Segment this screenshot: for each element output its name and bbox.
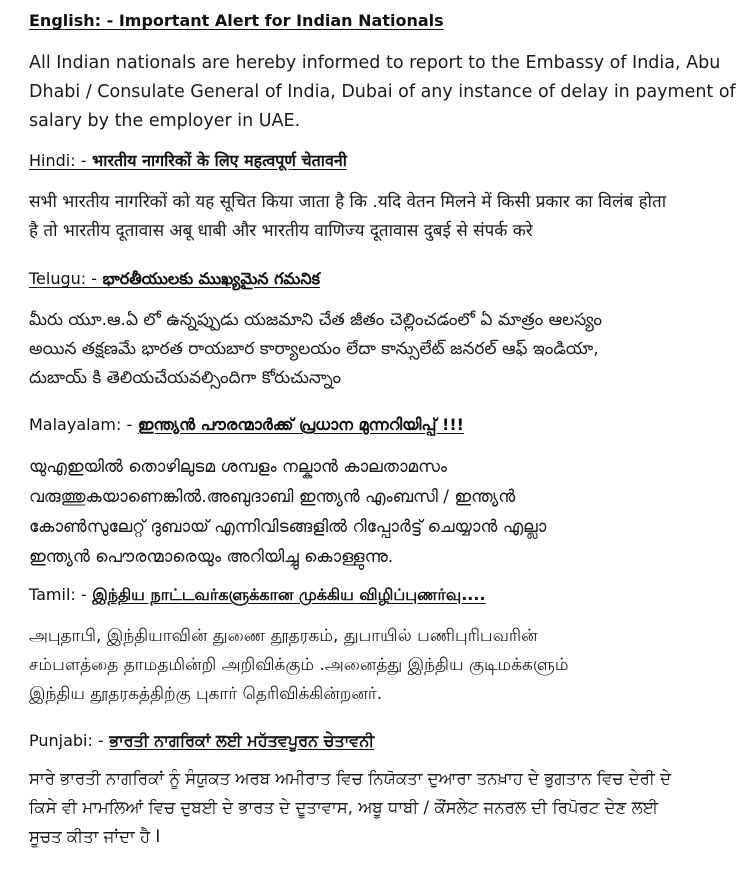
telugu-body [29,306,729,393]
malayalam-section [29,414,729,572]
punjabi-line: ਕਿਸੇ ਵੀ ਮਾਮਲਿਆਂ ਵਿਚ ਦੁਬਈ ਦੇ ਭਾਰਤ ਦੇ ਦੂਤਾਵਾਸ, ਅਬੂ ਧਾਬੀ / ਕੌਂਸਲੇਟ ਜਨਰਲ ਦੀ ਰਿਪੋਰਟ ਦੇਣ ਲਈ [29,798,659,817]
hindi-title: भारतीय नागरिकों के लिए महत्वपूर्ण चेतावनी [92,151,347,170]
english-body [29,49,736,136]
telugu-line: దుబాయ్ కి తెలియచేయవల్సిందిగా కోరుచున్నాం [29,368,342,388]
telugu-section [29,268,729,393]
malayalam-line: ഇന്ത്യൻ പൌരന്മാരെയും അറിയിച്ചു കൊള്ളുന്നു. [29,547,394,567]
tamil-body [29,622,729,709]
malayalam-line: വരുത്തുകയാണെങ്കിൽ.അബുദാബി ഇന്ത്യൻ എംബസി / ഇന്ത്യൻ [29,487,516,507]
malayalam-body [29,452,729,572]
punjabi-line: ਸੂਚਤ ਕੀਤਾ ਜਾਂਦਾ ਹੈ I [29,827,161,846]
malayalam-language-label: Malayalam: - [29,415,133,434]
punjabi-title: ਭਾਰਤੀ ਨਾਗਰਿਕਾਂ ਲਈ ਮਹੱਤਵਪੂਰਨ ਚੇਤਾਵਨੀ [109,731,375,750]
hindi-heading [29,150,729,172]
hindi-line: सभी भारतीय नागरिकों को यह सूचित किया जाता है कि .यदि वेतन मिलने में किसी प्रकार का विलंब होता [29,192,667,212]
malayalam-title-suffix: !!! [436,415,464,434]
tamil-section [29,584,729,709]
english-heading: English: - Important Alert for Indian Nationals [29,11,444,30]
tamil-line: இந்திய தூதரகத்திற்கு புகார் தெரிவிக்கின்றனர். [29,684,383,704]
hindi-section [29,150,729,246]
tamil-line: சம்பளத்தை தாமதமின்றி அறிவிக்கும் .அனைத்து இந்திய குடிமக்களும் [29,655,569,675]
tamil-language-label: Tamil: - [29,585,87,604]
english-section [29,10,736,136]
punjabi-line: ਸਾਰੇ ਭਾਰਤੀ ਨਾਗਰਿਕਾਂ ਨੂੰ ਸੰਯੁਕਤ ਅਰਬ ਅਮੀਰਾਤ ਵਿਚ ਨਿਯੋਕਤਾ ਦੁਆਰਾ ਤਨਖ਼ਾਹ ਦੇ ਭੁਗਤਾਨ ਵਿਚ ਦੇਰੀ ਦੇ [29,769,672,788]
punjabi-heading [29,730,729,752]
telugu-line: అయిన తక్షణమే భారత రాయబార కార్యాలయం లేదా కాన్సులేట్ జనరల్ ఆఫ్ ఇండియా, [29,339,599,359]
punjabi-language-label: Punjabi: - [29,731,104,750]
hindi-line: है तो भारतीय दूतावास अबू धाबी और भारतीय वाणिज्य दूतावास दुबई से संपर्क करे [29,221,533,241]
malayalam-heading [29,414,729,436]
tamil-line: அபுதாபி, இந்தியாவின் துணை தூதரகம், துபாயில் பணிபுரிபவரின் [29,626,538,646]
punjabi-body [29,764,729,851]
punjabi-section [29,730,729,851]
tamil-heading [29,584,729,606]
malayalam-line: കോൺസുലേറ്റ് ദുബായ് എന്നിവിടങ്ങളിൽ റിപ്പോർട്ട് ചെയ്യാൻ എല്ലാ [29,517,547,537]
telugu-line: మీరు యూ.ఆ.ఏ లో ఉన్నప్పుడు యజమాని చేత జీతం చెల్లించడంలో ఏ మాత్రం ఆలస్యం [29,310,603,330]
hindi-language-label: Hindi: - [29,151,87,170]
telugu-title: భారతీయులకు ముఖ్యమైన గమనిక [102,269,320,288]
english-line: Dhabi / Consulate General of India, Dubai of any instance of delay in payment of [29,82,736,102]
english-line: salary by the employer in UAE. [29,111,301,131]
malayalam-line: യുഎഇയിൽ തൊഴിലുടമ ശമ്പളം നല്കാൻ കാലതാമസം [29,457,448,477]
english-line: All Indian nationals are hereby informed to report to the Embassy of India, Abu [29,53,721,73]
tamil-title: இந்திய நாட்டவர்களுக்கான முக்கிய விழிப்புணர்வு.... [92,585,486,604]
telugu-language-label: Telugu: - [29,269,98,288]
malayalam-title: ഇന്ത്യൻ പൗരന്മാർക്ക് പ്രധാന മുന്നറിയിപ്പ് [137,415,437,434]
hindi-body [29,188,729,246]
telugu-heading [29,268,729,290]
